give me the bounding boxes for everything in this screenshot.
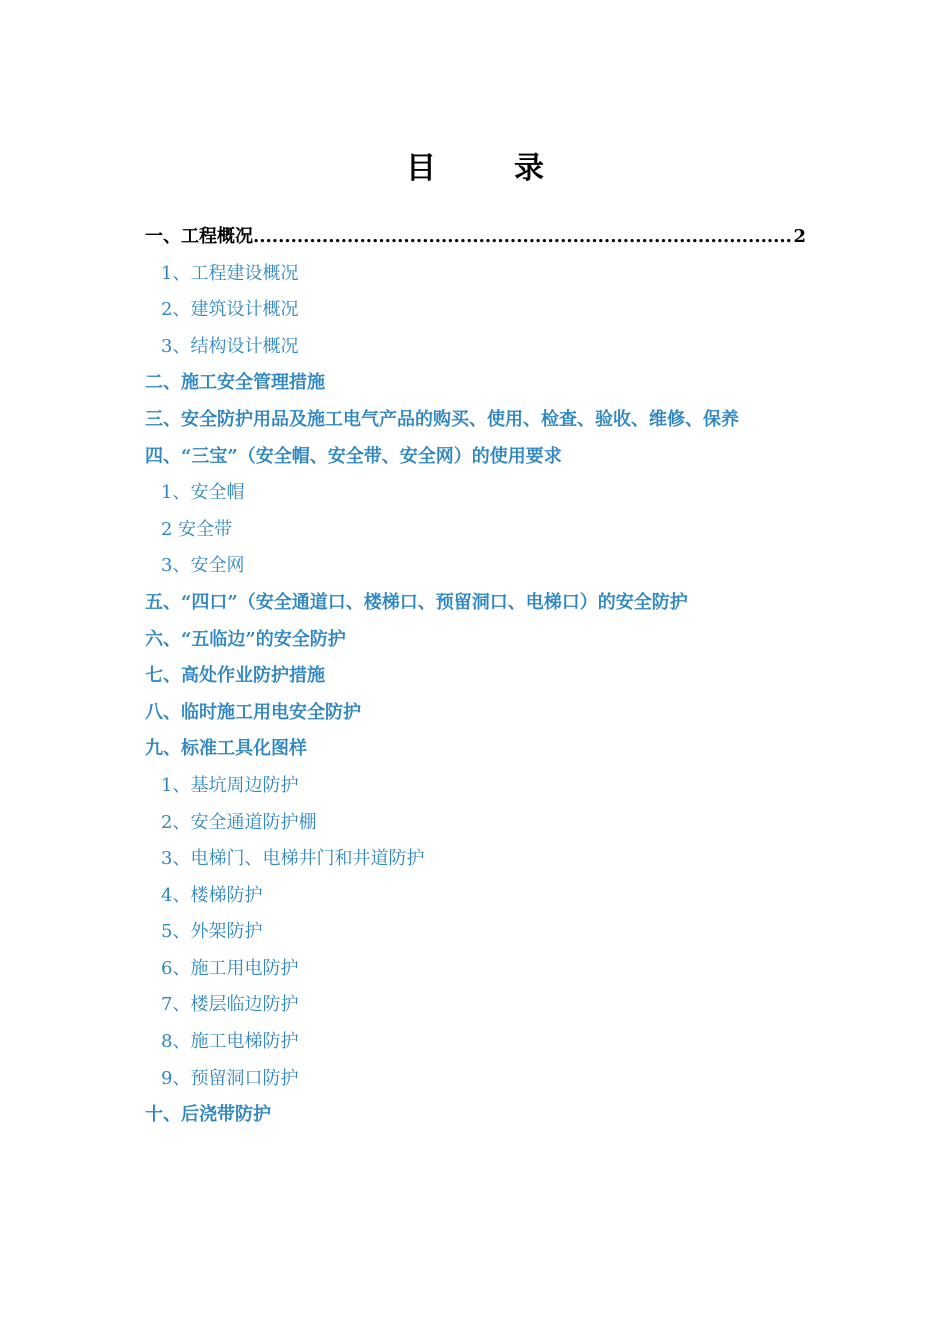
toc-entry[interactable]: 6、施工用电防护	[161, 957, 299, 979]
toc-entry[interactable]: 六、“五临边”的安全防护	[145, 628, 346, 650]
toc-entry[interactable]: 3、电梯门、电梯井门和井道防护	[161, 848, 425, 870]
toc-entry[interactable]: 八、临时施工用电安全防护	[145, 701, 361, 723]
toc-entry[interactable]: 3、结构设计概况	[161, 335, 299, 357]
toc-page-number: 2	[793, 226, 806, 247]
toc-entry[interactable]: 1、工程建设概况	[161, 262, 299, 284]
toc-entry[interactable]: 5、外架防护	[161, 921, 263, 943]
toc-entry[interactable]: 十、后浇带防护	[145, 1104, 271, 1126]
toc-entry[interactable]: 9、预留洞口防护	[161, 1067, 299, 1089]
toc-entry[interactable]: 三、安全防护用品及施工电气产品的购买、使用、检查、验收、维修、保养	[145, 408, 739, 430]
toc-entry[interactable]: 2、安全通道防护棚	[161, 811, 317, 833]
toc-entry[interactable]: 4、楼梯防护	[161, 884, 263, 906]
toc-entry[interactable]: 七、高处作业防护措施	[145, 665, 325, 687]
toc-entry[interactable]: 四、“三宝”（安全帽、安全带、安全网）的使用要求	[145, 445, 562, 467]
toc-entry[interactable]: 1、基坑周边防护	[161, 774, 299, 796]
table-of-contents	[145, 219, 806, 1134]
toc-entry[interactable]: 九、标准工具化图样	[145, 738, 307, 760]
toc-dot-leader	[253, 219, 793, 256]
toc-entry[interactable]: 五、“四口”（安全通道口、楼梯口、预留洞口、电梯口）的安全防护	[145, 591, 688, 613]
toc-entry[interactable]: 2、建筑设计概况	[161, 299, 299, 321]
toc-entry[interactable]: 7、楼层临边防护	[161, 994, 299, 1016]
toc-entry[interactable]	[145, 219, 806, 256]
toc-entry[interactable]: 8、施工电梯防护	[161, 1031, 299, 1053]
toc-entry[interactable]: 3、安全网	[161, 555, 245, 577]
toc-entry[interactable]: 二、施工安全管理措施	[145, 372, 325, 394]
toc-entry[interactable]: 1、安全帽	[161, 482, 245, 504]
page-title: 目 录	[406, 151, 568, 186]
toc-entry-label: 一、工程概况	[145, 226, 253, 247]
toc-entry[interactable]: 2 安全带	[161, 518, 233, 540]
